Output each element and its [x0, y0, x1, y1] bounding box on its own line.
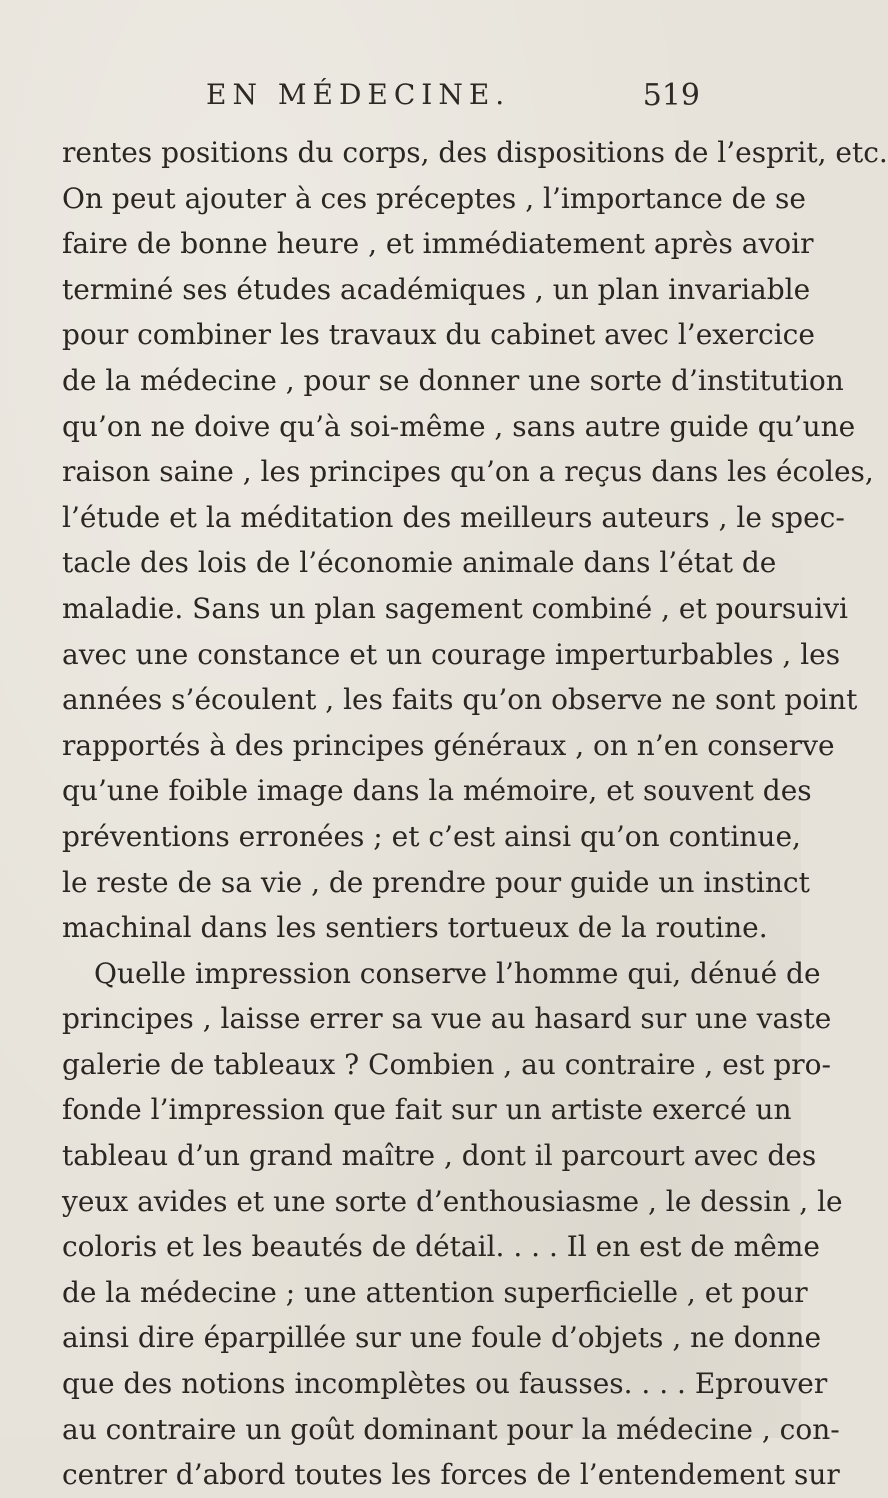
- text-line: raison saine , les principes qu’on a reçus dans les écoles,: [62, 455, 874, 489]
- text-line: faire de bonne heure , et immédiatement après avoir: [62, 227, 814, 261]
- text-line: yeux avides et une sorte d’enthousiasme , le dessin , le: [62, 1184, 843, 1218]
- text-line: maladie. Sans un plan sagement combiné , et poursuivi: [62, 591, 848, 625]
- text-line-paragraph-start: Quelle impression conserve l’homme qui, dénué de: [94, 956, 821, 990]
- text-line: galerie de tableaux ? Combien , au contraire , est pro-: [62, 1047, 831, 1081]
- text-line: coloris et les beautés de détail. . . . Il en est de même: [62, 1230, 820, 1264]
- text-line: ainsi dire éparpillée sur une foule d’objets , ne donne: [62, 1321, 822, 1355]
- text-line: de la médecine , pour se donner une sorte d’institution: [62, 363, 844, 397]
- text-line: tacle des lois de l’économie animale dans l’état de: [62, 546, 777, 580]
- page-number: 519: [642, 78, 700, 113]
- text-line: On peut ajouter à ces préceptes , l’importance de se: [62, 181, 806, 215]
- text-line: rentes positions du corps, des dispositions de l’esprit, etc.: [62, 136, 888, 169]
- running-title: EN MÉDECINE.: [206, 78, 511, 111]
- text-line: qu’une foible image dans la mémoire, et souvent des: [62, 774, 812, 808]
- running-head: [206, 78, 700, 118]
- text-line: préventions erronées ; et c’est ainsi qu’on continue,: [62, 819, 801, 853]
- text-line: que des notions incomplètes ou fausses. . . . Eprouver: [62, 1367, 828, 1401]
- text-line: de la médecine ; une attention superficielle , et pour: [62, 1275, 808, 1309]
- text-line: principes , laisse errer sa vue au hasard sur une vaste: [62, 1002, 832, 1036]
- text-line: le reste de sa vie , de prendre pour guide un instinct: [62, 865, 810, 899]
- text-line: avec une constance et un courage imperturbables , les: [62, 637, 841, 671]
- text-line: années s’écoulent , les faits qu’on observe ne sont point: [62, 683, 858, 717]
- text-line: rapportés à des principes généraux , on n’en conserve: [62, 728, 835, 762]
- text-line: terminé ses études académiques , un plan invariable: [62, 272, 811, 306]
- text-line: centrer d’abord toutes les forces de l’entendement sur: [62, 1458, 840, 1492]
- text-line: au contraire un goût dominant pour la médecine , con-: [62, 1412, 840, 1446]
- text-line: pour combiner les travaux du cabinet avec l’exercice: [62, 318, 815, 352]
- text-line: qu’on ne doive qu’à soi-même , sans autre guide qu’une: [62, 409, 856, 443]
- text-line: l’étude et la méditation des meilleurs auteurs , le spec-: [62, 500, 845, 534]
- body-text: [62, 130, 888, 1498]
- text-line: tableau d’un grand maître , dont il parcourt avec des: [62, 1139, 817, 1173]
- text-line: fonde l’impression que fait sur un artiste exercé un: [62, 1093, 792, 1127]
- text-line-paragraph-end: machinal dans les sentiers tortueux de la routine.: [62, 911, 768, 945]
